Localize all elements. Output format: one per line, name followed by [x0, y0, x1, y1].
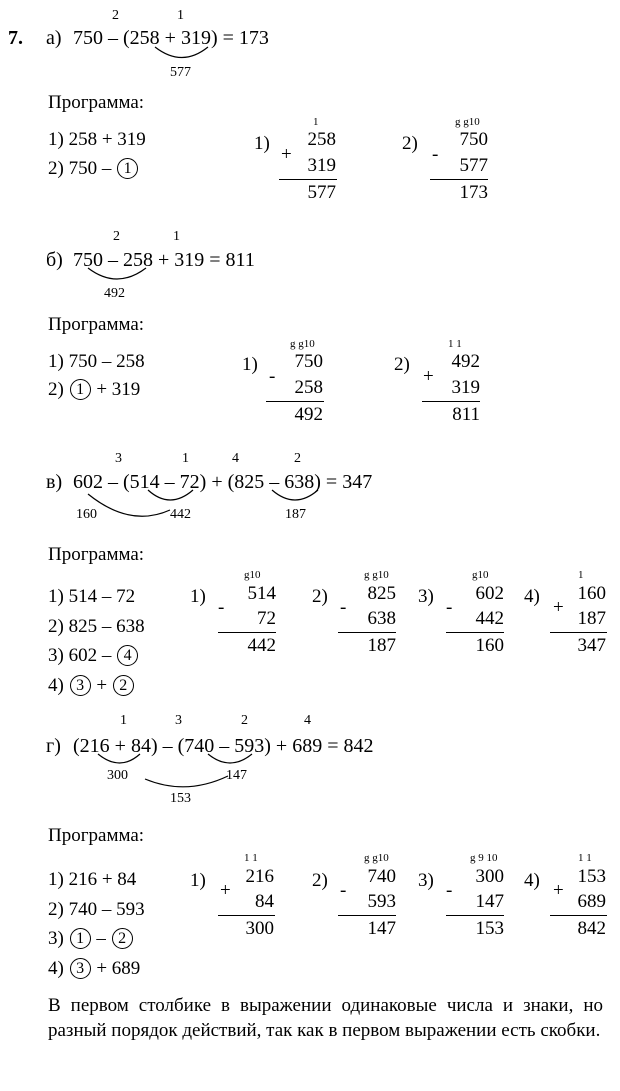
section-b-expression: 750 – 258 + 319 = 811: [73, 249, 255, 271]
section-d-program-label: Программа:: [48, 825, 145, 846]
c-col1-top: 514: [247, 583, 276, 604]
section-a-order-2: 1: [177, 8, 184, 23]
d-col1-result: 300: [245, 918, 274, 939]
a-col1-top: 258: [307, 129, 336, 150]
section-d-partial-3: 153: [170, 791, 191, 806]
section-c-expression: 602 – (514 – 72) + (825 – 638) = 347: [73, 471, 373, 493]
d-col1-op: +: [220, 880, 231, 901]
section-d-order-4: 4: [304, 713, 311, 728]
section-c-partial-2: 442: [170, 507, 191, 522]
section-b-step-2: 2) 1 + 319: [48, 379, 141, 400]
task-number: 7.: [8, 27, 23, 49]
c-col3-bottom: 442: [475, 608, 504, 629]
b-col1-label: 1): [242, 354, 258, 375]
d-col3-op: -: [446, 880, 453, 901]
d-col4-result: 842: [577, 918, 606, 939]
section-d-step-2: 2) 740 – 593: [48, 899, 145, 920]
d-col2-carry: g g10: [364, 852, 389, 864]
section-b-partial: 492: [104, 286, 125, 301]
section-d-order-1: 1: [120, 713, 127, 728]
d-col3-label: 3): [418, 870, 434, 891]
c-col2-result: 187: [367, 635, 396, 656]
c-col2-line: [338, 632, 396, 633]
b-col2-result: 811: [452, 404, 480, 425]
section-c-order-1: 3: [115, 451, 122, 466]
step-ref-circle: 1: [117, 158, 138, 179]
d-col2-op: -: [340, 880, 347, 901]
c-col4-top: 160: [577, 583, 606, 604]
b-col2-op: +: [423, 366, 434, 387]
a-col1-line: [279, 179, 337, 180]
section-c-partial-1: 160: [76, 507, 97, 522]
section-b-program-label: Программа:: [48, 314, 145, 335]
d-col3-result: 153: [475, 918, 504, 939]
b-col1-bottom: 258: [294, 377, 323, 398]
c-col2-op: -: [340, 597, 347, 618]
a-col1-result: 577: [307, 182, 336, 203]
step-ref-circle: 2: [113, 675, 134, 696]
section-d-expression: (216 + 84) – (740 – 593) + 689 = 842: [73, 735, 374, 757]
d-col3-line: [446, 915, 504, 916]
b-col1-top: 750: [294, 351, 323, 372]
step-ref-circle: 3: [70, 675, 91, 696]
d-col3-bottom: 147: [475, 891, 504, 912]
section-a-letter: а): [46, 27, 62, 49]
c-col3-result: 160: [475, 635, 504, 656]
b-col1-result: 492: [294, 404, 323, 425]
d-col2-bottom: 593: [367, 891, 396, 912]
c-col3-label: 3): [418, 586, 434, 607]
section-c-order-4: 2: [294, 451, 301, 466]
c-col1-carry: g10: [244, 569, 261, 581]
a-col2-result: 173: [459, 182, 488, 203]
step-ref-circle: 1: [70, 379, 91, 400]
section-b-letter: б): [46, 249, 63, 271]
c-col2-carry: g g10: [364, 569, 389, 581]
a-col2-line: [430, 179, 488, 180]
c-col1-op: -: [218, 597, 225, 618]
c-col4-carry: 1: [578, 569, 584, 581]
c-col1-bottom: 72: [257, 608, 276, 629]
d-col2-result: 147: [367, 918, 396, 939]
section-a-program-label: Программа:: [48, 92, 145, 113]
section-c-step-4: 4) 3 + 2: [48, 675, 135, 697]
c-col3-op: -: [446, 597, 453, 618]
c-col4-op: +: [553, 597, 564, 618]
b-col2-top: 492: [451, 351, 480, 372]
d-col1-label: 1): [190, 870, 206, 891]
d-col4-bottom: 689: [577, 891, 606, 912]
b-col2-line: [422, 401, 480, 402]
d-col2-label: 2): [312, 870, 328, 891]
b-col1-line: [266, 401, 324, 402]
c-col3-carry: g10: [472, 569, 489, 581]
section-d-order-3: 2: [241, 713, 248, 728]
a-col1-op: +: [281, 144, 292, 165]
b-col1-op: -: [269, 366, 276, 387]
section-d-order-2: 3: [175, 713, 182, 728]
a-col2-top: 750: [459, 129, 488, 150]
c-col1-line: [218, 632, 276, 633]
section-c-letter: в): [46, 471, 63, 493]
section-a-expression: 750 – (258 + 319) = 173: [73, 27, 269, 49]
a-col2-bottom: 577: [459, 155, 488, 176]
d-col1-carry: 1 1: [244, 852, 258, 864]
section-a-step-1: 1) 258 + 319: [48, 129, 146, 150]
c-col4-result: 347: [577, 635, 606, 656]
d-col4-carry: 1 1: [578, 852, 592, 864]
a-col2-carry: g g10: [455, 116, 480, 128]
c-col2-label: 2): [312, 586, 328, 607]
d-col3-top: 300: [475, 866, 504, 887]
section-d-partial-2: 147: [226, 768, 247, 783]
section-c-program-label: Программа:: [48, 544, 145, 565]
b-col1-carry: g g10: [290, 338, 315, 350]
a-col2-op: -: [432, 144, 439, 165]
d-col1-bottom: 84: [255, 891, 274, 912]
d-col1-top: 216: [245, 866, 274, 887]
a-col1-label: 1): [254, 133, 270, 154]
section-c-step-1: 1) 514 – 72: [48, 586, 136, 607]
d-col4-op: +: [553, 880, 564, 901]
section-a-step-2: 2) 750 – 1: [48, 158, 139, 180]
d-col4-top: 153: [577, 866, 606, 887]
c-col4-line: [550, 632, 607, 633]
section-a-partial: 577: [170, 65, 191, 80]
section-c-order-3: 4: [232, 451, 239, 466]
d-col4-label: 4): [524, 870, 540, 891]
section-b-order-2: 1: [173, 229, 180, 244]
conclusion-paragraph: В первом столбике в выражении одинаковые числа и знаки, но разный порядок действий, так как в первом выражении есть скобки.: [48, 995, 603, 1041]
c-col1-label: 1): [190, 586, 206, 607]
a-col1-bottom: 319: [307, 155, 336, 176]
section-b-order-1: 2: [113, 229, 120, 244]
section-d-partial-1: 300: [107, 768, 128, 783]
a-col1-carry: 1: [313, 116, 319, 128]
b-col2-carry: 1 1: [448, 338, 462, 350]
b-col2-label: 2): [394, 354, 410, 375]
section-d-step-4: 4) 3 + 689: [48, 958, 141, 979]
section-c-partial-3: 187: [285, 507, 306, 522]
c-col4-label: 4): [524, 586, 540, 607]
section-a-order-1: 2: [112, 8, 119, 23]
section-b-step-1: 1) 750 – 258: [48, 351, 145, 372]
c-col4-bottom: 187: [577, 608, 606, 629]
c-col2-top: 825: [367, 583, 396, 604]
c-col1-result: 442: [247, 635, 276, 656]
section-c-step-3: 3) 602 – 4: [48, 645, 139, 667]
section-c-step-2: 2) 825 – 638: [48, 616, 145, 637]
d-col1-line: [218, 915, 275, 916]
d-col3-carry: g 9 10: [470, 852, 498, 864]
c-col2-bottom: 638: [367, 608, 396, 629]
step-ref-circle: 4: [117, 645, 138, 666]
b-col2-bottom: 319: [451, 377, 480, 398]
section-d-step-3: 3) 1 – 2: [48, 928, 134, 950]
section-d-letter: г): [46, 735, 61, 757]
step-ref-circle: 3: [70, 958, 91, 979]
step-ref-circle: 2: [112, 928, 133, 949]
section-d-step-1: 1) 216 + 84: [48, 869, 137, 890]
step-ref-circle: 1: [70, 928, 91, 949]
a-col2-label: 2): [402, 133, 418, 154]
c-col3-line: [446, 632, 504, 633]
c-col3-top: 602: [475, 583, 504, 604]
d-col2-line: [338, 915, 396, 916]
d-col4-line: [550, 915, 607, 916]
d-col2-top: 740: [367, 866, 396, 887]
section-c-order-2: 1: [182, 451, 189, 466]
